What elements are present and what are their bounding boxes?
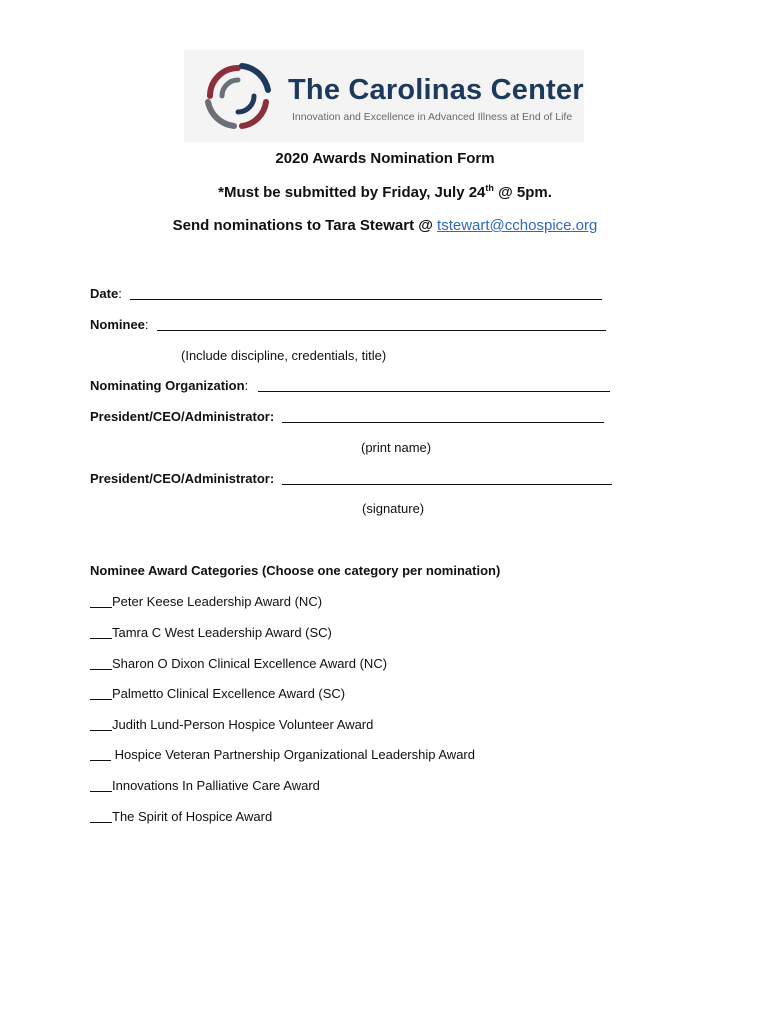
awards-heading-text: Nominee Award Categories (Choose one category per nomination): [90, 563, 501, 578]
award-label: The Spirit of Hospice Award: [112, 809, 273, 824]
deadline-line: [0, 183, 770, 201]
award-label: Hospice Veteran Partnership Organizational Leadership Award: [111, 747, 475, 762]
nominee-field-row: Nominee:: [90, 317, 149, 332]
nominee-input-line[interactable]: [157, 330, 606, 331]
award-item: [90, 686, 345, 701]
award-label: Sharon O Dixon Clinical Excellence Award (NC): [112, 656, 388, 671]
form-title: 2020 Awards Nomination Form: [275, 150, 495, 167]
award-checkbox-line[interactable]: [90, 718, 112, 731]
award-label: Tamra C West Leadership Award (SC): [112, 625, 332, 640]
logo-tagline: Innovation and Excellence in Advanced Illness at End of Life: [292, 111, 573, 123]
award-checkbox-line[interactable]: [90, 687, 112, 700]
award-checkbox-line[interactable]: [90, 595, 112, 608]
nominee-hint: (Include discipline, credentials, title): [181, 348, 387, 363]
award-checkbox-line[interactable]: [90, 779, 112, 792]
award-label: Judith Lund-Person Hospice Volunteer Award: [112, 717, 374, 732]
organization-logo: [184, 50, 584, 142]
award-checkbox-line[interactable]: [90, 748, 111, 761]
send-to-prefix: Send nominations to Tara Stewart @: [172, 217, 438, 234]
award-item: [90, 747, 475, 762]
award-item: [90, 778, 320, 793]
logo-title: The Carolinas Center: [288, 74, 584, 106]
award-item: [90, 809, 272, 824]
award-label: Palmetto Clinical Excellence Award (SC): [112, 686, 346, 701]
award-item: [90, 656, 387, 671]
award-checkbox-line[interactable]: [90, 657, 112, 670]
date-field-row: Date:: [90, 286, 122, 301]
award-label: Peter Keese Leadership Award (NC): [112, 594, 323, 609]
deadline-suffix: @ 5pm.: [493, 184, 552, 201]
president-print-label: President/CEO/Administrator:: [90, 409, 275, 424]
award-label: Innovations In Palliative Care Award: [112, 778, 320, 793]
award-item: [90, 625, 332, 640]
president-signature-row: [90, 471, 274, 486]
nominee-label: Nominee: [90, 317, 145, 332]
president-print-input-line[interactable]: [282, 422, 604, 423]
signature-hint: (signature): [362, 501, 425, 516]
deadline-superscript: th: [485, 183, 494, 193]
award-item: [90, 594, 322, 609]
organization-field-row: Nominating Organization:: [90, 378, 249, 393]
president-signature-label: President/CEO/Administrator:: [90, 471, 275, 486]
organization-label: Nominating Organization: [90, 378, 245, 393]
email-link[interactable]: tstewart@cchospice.org: [437, 217, 598, 234]
date-label: Date: [90, 286, 119, 301]
award-checkbox-line[interactable]: [90, 626, 112, 639]
logo-swirl-icon: [198, 56, 278, 136]
send-to-line: [0, 217, 770, 234]
print-name-hint: (print name): [361, 440, 432, 455]
president-signature-input-line[interactable]: [282, 484, 612, 485]
award-item: [90, 717, 373, 732]
awards-heading: [90, 563, 500, 578]
organization-input-line[interactable]: [258, 391, 610, 392]
date-input-line[interactable]: [130, 299, 602, 300]
award-checkbox-line[interactable]: [90, 810, 112, 823]
deadline-prefix: *Must be submitted by Friday, July 24: [218, 184, 486, 201]
president-print-row: [90, 409, 274, 424]
